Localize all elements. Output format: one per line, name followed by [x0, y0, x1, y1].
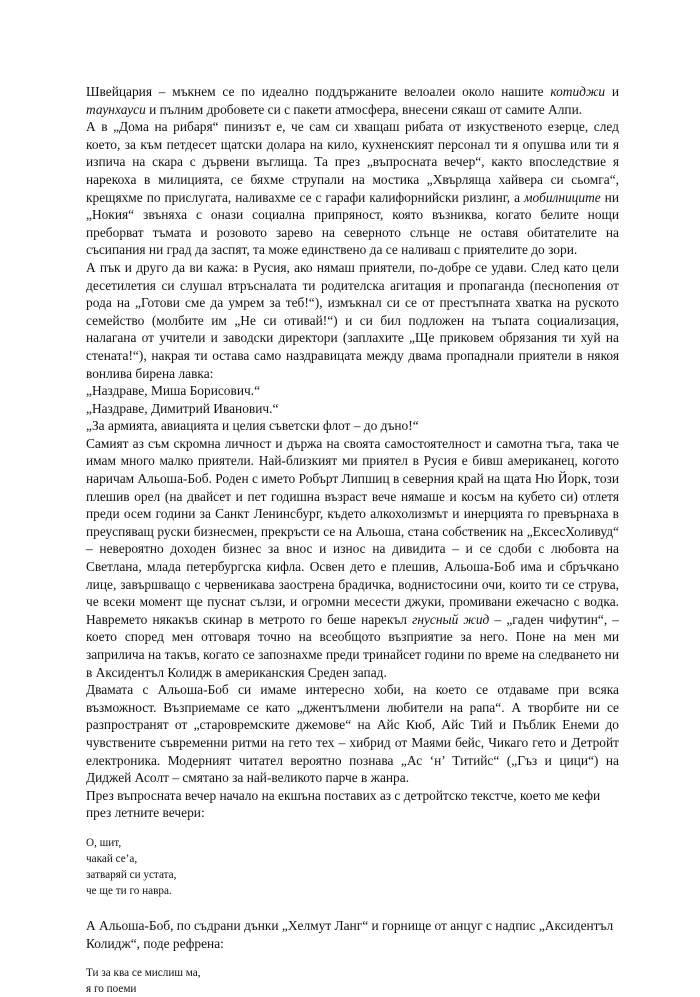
italic-text: мобилниците — [524, 189, 601, 205]
poem-line: я го поеми — [86, 983, 137, 996]
text-run: и — [605, 84, 620, 99]
paragraph-group — [86, 83, 619, 822]
paragraph — [86, 382, 619, 400]
text-run: ни „Нокия“ звъняха с онази социална припряност, която възниква, когато белите нощи преборват тъмата и розовото зарево на северното слънце не оставя обитателите на съсипания ни град да заспят, та може единствено да се наливаш с приятелите до зори. — [86, 189, 620, 258]
paragraph — [86, 118, 619, 259]
text-run: Самият аз съм скромна личност и държа на своята самостоятелност и самотна тъга, така че имам много малко приятели. Най-близкият ми приятел в Русия е бивш американец, когото наричам Альоша-Боб. Роден с името Робърт Липшиц в северния край на щата Ню Йорк, този плешив орел (на двайсет и пет годишна възраст вече нямаше и косъм на кубето си) отлетя преди осем години за Санкт Ленинсбург, където алкохолизмът и инерцията го превърнаха в преуспяващ руски бизнесмен, прекръсти се на Альоша, стана собственик на „ЕксесХоливуд“ – невероятно доходен бизнес за внос и износ на дивидита – и се сдоби с любовта на Светлана, млада петербургска кифла. Освен дето е плешив, Альоша-Боб има и сбръчкано лице, завършващо с червеникава заострена брадичка, воднистосини очи, които ти се струва, че всеки момент ще пуснат сълзи, и огромни месести джуки, промивани ежечасно с водка. Навремето някакъв скинар в метрото го беше нарекъл — [86, 435, 619, 627]
text-run: „Наздраве, Миша Борисович.“ — [86, 383, 261, 399]
paragraph — [86, 83, 619, 118]
italic-text: котиджи — [550, 84, 606, 99]
text-run: А Альоша-Боб, по съдрани дънки „Хелмут Ланг“ и горнище от анцуг с надпис „Аксидентъл Колидж“, поде рефрена: — [86, 917, 614, 951]
paragraph-group — [86, 917, 619, 952]
poem-stanza — [86, 965, 619, 997]
poem-line: Ти за ква се мислиш ма, — [86, 967, 201, 980]
poem-line: чакай се’а, — [86, 852, 138, 865]
text-run: А в „Дома на рибаря“ пинизът е, че сам си хващаш рибата от изкуственото езерце, след което, за към петдесет щатски долара на кило, кухненският персонал ти я опушва или ти я изпича на скара с дървени въглища. Та през „въпросната вечер“, както впоследствие я нарекоха в милицията, се бяхме струпали на мостика „Хвърляща хайвера си сьомга“, крещяхме по прислугата, наливахме се с гарафи калифорнийски ризлинг, а — [86, 119, 619, 205]
italic-text: гнусный жид — [412, 611, 490, 627]
paragraph — [86, 681, 619, 787]
paragraph — [86, 417, 619, 435]
spacer — [86, 822, 619, 835]
text-run: „За армията, авиацията и целия съветски флот – до дъно!“ — [86, 418, 419, 434]
text-run: А пък и друго да ви кажа: в Русия, ако нямаш приятели, по-добре се удави. След като цели десетилетия си слушал втръсналата ти родителска агитация и пропаганда (песнопения от рода на „Готови сме да умрем за теб!“), измъкнал си се от престъпната хватка на руското семейство (молбите им „Не си отивай!“) и си бил подложен на тъпата социализация, налагана от учители и заводски директори (заплахите „Ще приковем обрязания ти хуй на стената!“), накрая ти остава само наздравицата между двама пропаднали приятели в някоя вонлива бирена лавка: — [86, 259, 619, 381]
text-run: – „гаден чифутин“, – което според мен отговаря точно на всеобщото възприятие за него. Поне на мен ми заприлича на такъв, когато се запознахме преди тринайсет години по време на следването ни в Аксидентъл Колидж в американския Среден запад. — [86, 611, 620, 680]
paragraph — [86, 787, 619, 822]
text-run: и пълним дробовете си с пакети атмосфера, внесени сякаш от самите Алпи. — [145, 101, 583, 117]
poem-line: че ще ти го навра. — [86, 884, 172, 897]
poem-stanza — [86, 835, 619, 899]
document-body — [86, 83, 619, 997]
text-run: Двамата с Альоша-Боб си имаме интересно хоби, на което се отдаваме при всяка възможност. Възприемаме се като „джентълмени любители на рапа“. А творбите ни се разпространят от „старовремските джемове“ на Айс Кюб, Айс Тий и Пъблик Енеми до чувствените съвременни ритми на гето тех – хибрид от Маями бейс, Чикаго гето и Детройт електроника. Модерният читател вероятно познава „Ас ‘н’ Титийс“ („Гъз и цици“) на Диджей Асолт – смятано за най-великото парче в жанра. — [86, 682, 619, 786]
poem-line: затваряй си устата, — [86, 868, 177, 881]
paragraph — [86, 435, 619, 681]
poem-line: О, шит, — [86, 836, 122, 849]
paragraph — [86, 917, 619, 952]
spacer — [86, 952, 619, 965]
spacer — [86, 899, 619, 917]
text-run: През въпросната вечер начало на екшъна поставих аз с детройтско текстче, което ме кефи през летните вечери: — [86, 787, 601, 821]
text-run: „Наздраве, Димитрий Иванович.“ — [86, 400, 279, 416]
italic-text: таунхауси — [86, 101, 146, 117]
text-run: Швейцария – мъкнем се по идеално поддържаните велоалеи около нашите — [86, 84, 551, 99]
paragraph — [86, 259, 619, 382]
paragraph — [86, 400, 619, 418]
